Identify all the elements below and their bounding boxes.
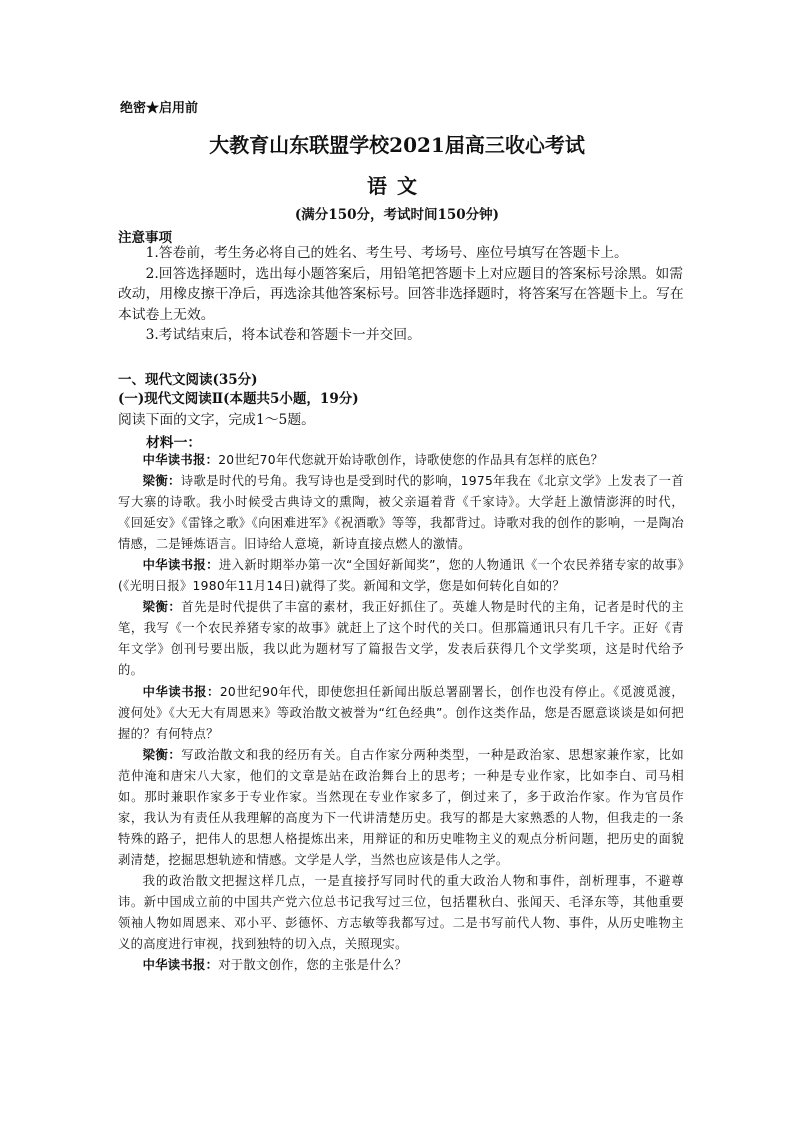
paragraph-text: 写政治散文和我的经历有关。自古作家分两种类型，一种是政治家、思想家兼作家，比如范仲淹和唐宋八大家，他们的文章是站在政治舞台上的思考；一种是专业作家，比如李白、司马相如。那时兼职作家多于专业作家。当然现在专业作家多了，倒过来了，多于政治作家。作为官员作家，我认为有责任从我理解的高度为下一代讲清楚历史。我写的都是大家熟悉的人物，但我走的一条特殊的路子，把伟人的思想人格提炼出来，用辩证的和历史唯物主义的观点分析问题，把历史的面貌剥清楚，挖掘思想轨迹和情感。文学是人学，当然也应该是伟人之学。 xyxy=(118,747,685,867)
paragraph xyxy=(118,871,684,955)
paragraph xyxy=(118,682,684,745)
notice-list xyxy=(118,243,684,346)
speaker: 中华读书报： xyxy=(142,958,219,973)
paragraph xyxy=(118,450,684,471)
subsection-heading: (一)现代文阅读Ⅱ(本题共5小题，19分) xyxy=(118,391,359,407)
notice-item: 3.考试结束后，将本试卷和答题卡一并交回。 xyxy=(145,327,421,343)
notice-heading: 注意事项 xyxy=(118,230,172,246)
speaker: 梁衡： xyxy=(142,600,182,615)
paragraph-text: 首先是时代提供了丰富的素材，我正好抓住了。英雄人物是时代的主角，记者是时代的主笔，我写《一个农民养猪专家的故事》就赶上了这个时代的关口。但那篇通讯只有几千字。正好《青年文学》创刊号要出版，我以此为题材写了篇报告文学，发表后获得几个文学奖项，这是时代给予的。 xyxy=(118,600,685,678)
exam-title: 大教育山东联盟学校2021届高三收心考试 xyxy=(209,133,585,157)
notice-item: 1.答卷前，考生务必将自己的姓名、考生号、考场号、座位号填写在答题卡上。 xyxy=(145,245,628,261)
secret-label: 绝密★启用前 xyxy=(120,101,199,116)
subject-title: 语文 xyxy=(367,174,427,198)
paragraph-text: 对于散文创作，您的主张是什么？ xyxy=(218,958,408,973)
speaker: 梁衡： xyxy=(142,747,182,762)
section-heading: 一、现代文阅读(35分) xyxy=(118,372,258,388)
paragraph-text: 20世纪70年代您就开始诗歌创作，诗歌使您的作品具有怎样的底色？ xyxy=(218,453,604,467)
paragraph xyxy=(118,745,684,871)
paragraph xyxy=(118,597,684,681)
speaker: 中华读书报： xyxy=(142,684,220,699)
paragraph xyxy=(118,955,684,976)
material-label: 材料一： xyxy=(146,435,202,451)
speaker: 梁衡： xyxy=(142,474,181,489)
exam-meta: (满分150分，考试时间150分钟) xyxy=(294,207,500,223)
paragraph-text: 20世纪90年代，即使您担任新闻出版总署副署长，创作也没有停止。《觅渡觅渡，渡何处》《大无大有周恩来》等政治散文被誉为“红色经典”。创作这类作品，您是否愿意谈谈是如何把握的？有何特点？ xyxy=(118,684,684,741)
speaker: 中华读书报： xyxy=(142,558,219,573)
paragraph xyxy=(118,471,684,555)
paragraph-text: 进入新时期举办第一次“全国好新闻奖”，您的人物通讯《一个农民养猪专家的故事》(《光明日报》1980年11月14日)就得了奖。新闻和文学，您是如何转化自如的？ xyxy=(118,558,684,594)
speaker: 中华读书报： xyxy=(142,453,219,467)
paragraph xyxy=(118,555,684,597)
reading-instruction: 阅读下面的文字，完成1～5题。 xyxy=(118,412,315,428)
paragraph-text: 诗歌是时代的号角。我写诗也是受到时代的影响，1975年我在《北京文学》上发表了一首写大寨的诗歌。我小时候受古典诗文的熏陶，被父亲逼着背《千家诗》。大学赶上激情澎湃的时代，《回延安》《雷锋之歌》《向困难进军》《祝酒歌》等等，我都背过。诗歌对我的创作的影响，一是陶冶情感，二是锤炼语言。旧诗给人意境，新诗直接点燃人的激情。 xyxy=(118,474,684,552)
paragraph-text: 我的政治散文把握这样几点，一是直接抒写同时代的重大政治人物和事件，剖析理事，不避尊讳。新中国成立前的中国共产党六位总书记我写过三位，包括瞿秋白、张闻天、毛泽东等，其他重要领袖人物如周恩来、邓小平、彭德怀、方志敏等我都写过。二是书写前代人物、事件，从历史唯物主义的高度进行审视，找到独特的切入点，关照现实。 xyxy=(118,873,684,952)
notice-item: 2.回答选择题时，选出每小题答案后，用铅笔把答题卡上对应题目的答案标号涂黑。如需改动，用橡皮擦干净后，再选涂其他答案标号。回答非选择题时，将答案写在答题卡上。写在本试卷上无效。 xyxy=(118,265,684,323)
interview-text xyxy=(118,450,684,976)
